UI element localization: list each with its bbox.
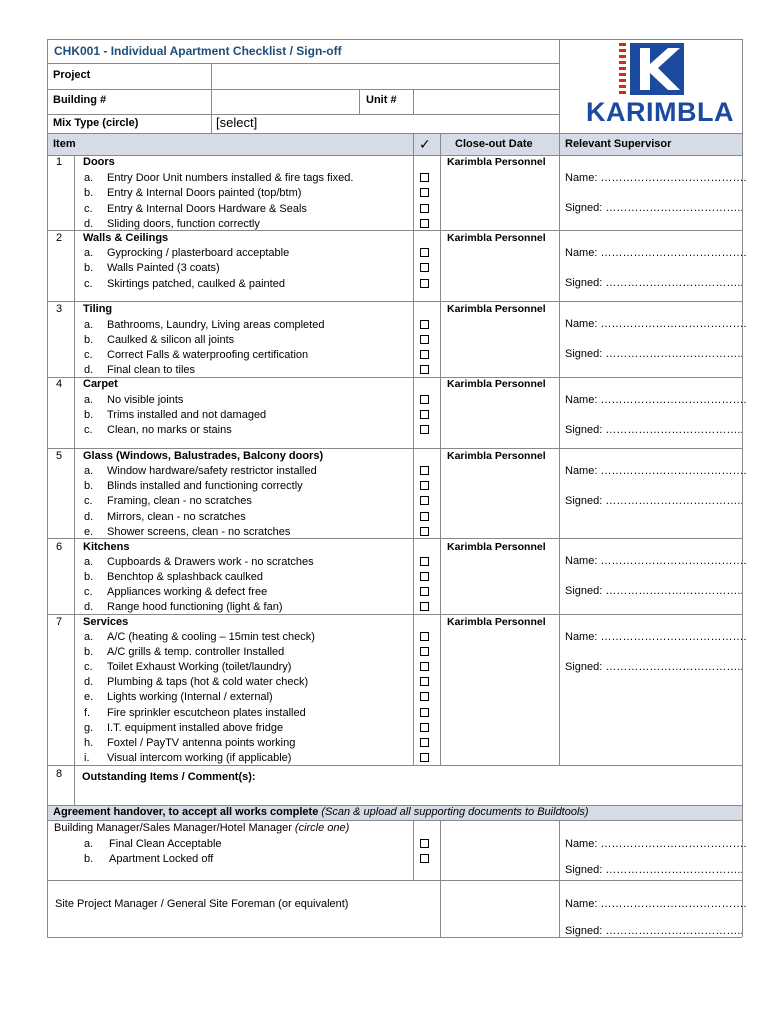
list-item-text: Entry Door Unit numbers installed & fire tags fixed. bbox=[107, 172, 354, 184]
grid-line bbox=[359, 89, 360, 114]
check-box[interactable] bbox=[420, 632, 429, 641]
building-manager-roles: Building Manager/Sales Manager/Hotel Manager bbox=[54, 822, 292, 834]
list-item-text: A/C grills & temp. controller Installed bbox=[107, 646, 285, 658]
supervisor-signed: Signed: ……………………………….. bbox=[565, 424, 744, 436]
supervisor-signed: Signed: ……………………………….. bbox=[565, 348, 744, 360]
list-item-letter: a. bbox=[84, 838, 94, 850]
grid-line bbox=[211, 63, 212, 133]
list-item-letter: e. bbox=[84, 691, 94, 703]
list-item-letter: d. bbox=[84, 364, 94, 376]
grid-line bbox=[47, 155, 742, 156]
list-item-text: Trims installed and not damaged bbox=[107, 409, 267, 421]
personnel-label: Karimbla Personnel bbox=[447, 541, 546, 553]
check-box[interactable] bbox=[420, 248, 429, 257]
unit-field[interactable] bbox=[416, 91, 556, 113]
check-box[interactable] bbox=[420, 512, 429, 521]
grid-line bbox=[559, 39, 560, 133]
supervisor-signed: Signed: ……………………………….. bbox=[565, 925, 744, 937]
list-item-text: Visual intercom working (if applicable) bbox=[107, 752, 292, 764]
list-item-letter: d. bbox=[84, 511, 94, 523]
grid-line bbox=[47, 301, 742, 302]
list-item-letter: d. bbox=[84, 218, 94, 230]
column-item: Item bbox=[53, 138, 76, 150]
grid-line bbox=[47, 377, 742, 378]
check-box[interactable] bbox=[420, 738, 429, 747]
list-item-text: Lights working (Internal / external) bbox=[107, 691, 273, 703]
grid-line bbox=[74, 155, 75, 805]
list-item-text: Fire sprinkler escutcheon plates installed bbox=[107, 707, 306, 719]
list-item-letter: b. bbox=[84, 334, 94, 346]
list-item-text: Window hardware/safety restrictor installed bbox=[107, 465, 317, 477]
building-label: Building # bbox=[53, 94, 107, 106]
check-box[interactable] bbox=[420, 572, 429, 581]
list-item-text: Benchtop & splashback caulked bbox=[107, 571, 263, 583]
grid-line bbox=[47, 114, 559, 115]
project-field[interactable] bbox=[214, 66, 556, 88]
list-item-letter: c. bbox=[84, 203, 93, 215]
section-number: 3 bbox=[56, 303, 63, 315]
karimbla-logo-icon bbox=[618, 42, 686, 98]
supervisor-signed: Signed: ……………………………….. bbox=[565, 495, 744, 507]
check-box[interactable] bbox=[420, 677, 429, 686]
list-item-text: Bathrooms, Laundry, Living areas completed bbox=[107, 319, 325, 331]
list-item-text: Walls Painted (3 coats) bbox=[107, 262, 220, 274]
check-box[interactable] bbox=[420, 527, 429, 536]
document-title-text: - Individual Apartment Checklist / Sign-off bbox=[100, 44, 342, 58]
section-number: 7 bbox=[56, 616, 63, 628]
list-item-text: Framing, clean - no scratches bbox=[107, 495, 252, 507]
section-number: 4 bbox=[56, 378, 63, 390]
list-item-letter: i. bbox=[84, 752, 90, 764]
supervisor-name: Name: …………………………………. bbox=[565, 172, 747, 184]
section-title: Kitchens bbox=[83, 541, 130, 553]
check-box[interactable] bbox=[420, 425, 429, 434]
list-item-letter: c. bbox=[84, 349, 93, 361]
check-box[interactable] bbox=[420, 854, 429, 863]
site-manager-label: Site Project Manager / General Site Foreman (or equivalent) bbox=[55, 898, 349, 910]
grid-line bbox=[47, 39, 742, 40]
list-item-text: Clean, no marks or stains bbox=[107, 424, 232, 436]
grid-line bbox=[47, 89, 559, 90]
mix-type-select[interactable]: [select] bbox=[216, 115, 258, 130]
grid-line bbox=[47, 880, 742, 881]
grid-line bbox=[47, 937, 742, 938]
personnel-label: Karimbla Personnel bbox=[447, 616, 546, 628]
outstanding-number: 8 bbox=[56, 768, 63, 780]
grid-line bbox=[742, 39, 743, 937]
grid-line bbox=[413, 133, 414, 765]
check-box[interactable] bbox=[420, 466, 429, 475]
list-item-letter: c. bbox=[84, 661, 93, 673]
section-number: 1 bbox=[56, 156, 63, 168]
building-field[interactable] bbox=[214, 91, 356, 113]
list-item-letter: h. bbox=[84, 737, 94, 749]
list-item-text: Plumbing & taps (hot & cold water check) bbox=[107, 676, 309, 688]
grid-line bbox=[47, 230, 742, 231]
check-box[interactable] bbox=[420, 350, 429, 359]
building-manager-label bbox=[54, 822, 349, 834]
logo-wordmark: KARIMBLA bbox=[586, 97, 734, 127]
grid-line bbox=[47, 448, 742, 449]
mix-type-label: Mix Type (circle) bbox=[53, 117, 139, 129]
list-item-text: A/C (heating & cooling – 15min test check) bbox=[107, 631, 315, 643]
list-item-text: Skirtings patched, caulked & painted bbox=[107, 278, 285, 290]
check-box[interactable] bbox=[420, 410, 429, 419]
list-item-text: Entry & Internal Doors painted (top/btm) bbox=[107, 187, 302, 199]
supervisor-name: Name: …………………………………. bbox=[565, 394, 747, 406]
grid-line bbox=[413, 820, 414, 880]
list-item-letter: b. bbox=[84, 853, 94, 865]
supervisor-name: Name: …………………………………. bbox=[565, 247, 747, 259]
grid-line bbox=[47, 820, 742, 821]
section-title: Glass (Windows, Balustrades, Balcony doors) bbox=[83, 450, 324, 462]
grid-line bbox=[440, 820, 441, 937]
list-item-letter: a. bbox=[84, 556, 94, 568]
list-item-text: No visible joints bbox=[107, 394, 184, 406]
list-item-letter: d. bbox=[84, 676, 94, 688]
list-item-text: Gyprocking / plasterboard acceptable bbox=[107, 247, 290, 259]
supervisor-signed: Signed: ……………………………….. bbox=[565, 661, 744, 673]
list-item-letter: a. bbox=[84, 319, 94, 331]
check-box[interactable] bbox=[420, 647, 429, 656]
grid-line bbox=[413, 89, 414, 114]
grid-line bbox=[47, 538, 742, 539]
list-item-letter: b. bbox=[84, 571, 94, 583]
section-number: 5 bbox=[56, 450, 63, 462]
section-title: Doors bbox=[83, 156, 115, 168]
list-item-text: Caulked & silicon all joints bbox=[107, 334, 235, 346]
list-item-letter: a. bbox=[84, 172, 94, 184]
check-box[interactable] bbox=[420, 365, 429, 374]
supervisor-signed: Signed: ……………………………….. bbox=[565, 202, 744, 214]
list-item-letter: a. bbox=[84, 631, 94, 643]
check-box[interactable] bbox=[420, 395, 429, 404]
list-item-text: Sliding doors, function correctly bbox=[107, 218, 260, 230]
supervisor-name: Name: …………………………………. bbox=[565, 838, 747, 850]
check-box[interactable] bbox=[420, 335, 429, 344]
list-item-text: Shower screens, clean - no scratches bbox=[107, 526, 291, 538]
supervisor-name: Name: …………………………………. bbox=[565, 465, 747, 477]
grid-line bbox=[47, 614, 742, 615]
list-item-letter: e. bbox=[84, 526, 94, 538]
building-manager-note: (circle one) bbox=[291, 822, 350, 834]
list-item-letter: c. bbox=[84, 278, 93, 290]
grid-line bbox=[440, 133, 441, 765]
list-item-text: Apartment Locked off bbox=[109, 853, 214, 865]
check-box[interactable] bbox=[420, 188, 429, 197]
list-item-text: Blinds installed and functioning correctly bbox=[107, 480, 303, 492]
list-item-letter: f. bbox=[84, 707, 91, 719]
list-item-letter: b. bbox=[84, 409, 94, 421]
supervisor-signed: Signed: ……………………………….. bbox=[565, 585, 744, 597]
personnel-label: Karimbla Personnel bbox=[447, 232, 546, 244]
check-box[interactable] bbox=[420, 839, 429, 848]
check-box[interactable] bbox=[420, 481, 429, 490]
supervisor-signed: Signed: ……………………………….. bbox=[565, 277, 744, 289]
agreement-note: (Scan & upload all supporting documents to Buildtools) bbox=[318, 806, 589, 818]
supervisor-name: Name: …………………………………. bbox=[565, 318, 747, 330]
supervisor-signed: Signed: ……………………………….. bbox=[565, 864, 744, 876]
supervisor-name: Name: …………………………………. bbox=[565, 898, 747, 910]
check-box[interactable] bbox=[420, 753, 429, 762]
list-item-letter: a. bbox=[84, 394, 94, 406]
karimbla-logo bbox=[618, 42, 686, 98]
list-item-text: Range hood functioning (light & fan) bbox=[107, 601, 283, 613]
list-item-letter: c. bbox=[84, 586, 93, 598]
list-item-letter: b. bbox=[84, 646, 94, 658]
column-relevant-supervisor: Relevant Supervisor bbox=[565, 138, 672, 150]
check-box[interactable] bbox=[420, 173, 429, 182]
check-box[interactable] bbox=[420, 708, 429, 717]
list-item-text: I.T. equipment installed above fridge bbox=[107, 722, 284, 734]
list-item-text: Entry & Internal Doors Hardware & Seals bbox=[107, 203, 307, 215]
list-item-text: Final clean to tiles bbox=[107, 364, 196, 376]
list-item-letter: c. bbox=[84, 495, 93, 507]
list-item-letter: d. bbox=[84, 601, 94, 613]
check-box[interactable] bbox=[420, 496, 429, 505]
check-box[interactable] bbox=[420, 557, 429, 566]
list-item-text: Mirrors, clean - no scratches bbox=[107, 511, 246, 523]
grid-line bbox=[47, 133, 742, 134]
list-item-letter: b. bbox=[84, 480, 94, 492]
list-item-text: Cupboards & Drawers work - no scratches bbox=[107, 556, 314, 568]
check-box[interactable] bbox=[420, 587, 429, 596]
project-label: Project bbox=[53, 69, 91, 81]
check-box[interactable] bbox=[420, 662, 429, 671]
supervisor-name: Name: …………………………………. bbox=[565, 555, 747, 567]
list-item-text: Foxtel / PayTV antenna points working bbox=[107, 737, 296, 749]
section-title: Tiling bbox=[83, 303, 113, 315]
list-item-text: Final Clean Acceptable bbox=[109, 838, 222, 850]
list-item-letter: a. bbox=[84, 247, 94, 259]
personnel-label: Karimbla Personnel bbox=[447, 303, 546, 315]
list-item-letter: a. bbox=[84, 465, 94, 477]
personnel-label: Karimbla Personnel bbox=[447, 156, 546, 168]
list-item-text: Correct Falls & waterproofing certification bbox=[107, 349, 309, 361]
outstanding-label: Outstanding Items / Comment(s): bbox=[82, 771, 256, 783]
check-box[interactable] bbox=[420, 723, 429, 732]
check-box[interactable] bbox=[420, 279, 429, 288]
section-title: Carpet bbox=[83, 378, 118, 390]
check-box[interactable] bbox=[420, 320, 429, 329]
check-box[interactable] bbox=[420, 692, 429, 701]
section-title: Walls & Ceilings bbox=[83, 232, 169, 244]
section-title: Services bbox=[83, 616, 129, 628]
list-item-letter: b. bbox=[84, 262, 94, 274]
grid-line bbox=[47, 39, 48, 937]
personnel-label: Karimbla Personnel bbox=[447, 450, 546, 462]
check-box[interactable] bbox=[420, 219, 429, 228]
supervisor-name: Name: …………………………………. bbox=[565, 631, 747, 643]
check-box[interactable] bbox=[420, 602, 429, 611]
grid-line bbox=[559, 133, 560, 765]
check-box[interactable] bbox=[420, 204, 429, 213]
list-item-letter: g. bbox=[84, 722, 94, 734]
grid-line bbox=[47, 765, 742, 766]
grid-line bbox=[47, 63, 559, 64]
check-box[interactable] bbox=[420, 263, 429, 272]
section-number: 6 bbox=[56, 541, 63, 553]
list-item-text: Toilet Exhaust Working (toilet/laundry) bbox=[107, 661, 292, 673]
agreement-text bbox=[53, 806, 589, 818]
grid-line bbox=[559, 820, 560, 937]
list-item-letter: c. bbox=[84, 424, 93, 436]
list-item-text: Appliances working & defect free bbox=[107, 586, 268, 598]
personnel-label: Karimbla Personnel bbox=[447, 378, 546, 390]
column-check: ✓ bbox=[419, 136, 431, 152]
column-closeout-date: Close-out Date bbox=[455, 138, 533, 150]
list-item-letter: b. bbox=[84, 187, 94, 199]
unit-label: Unit # bbox=[366, 94, 397, 106]
grid-line bbox=[47, 805, 742, 806]
document-title bbox=[54, 44, 342, 58]
document-code: CHK001 bbox=[54, 44, 101, 58]
agreement-bold: Agreement handover, to accept all works complete bbox=[53, 806, 319, 818]
section-number: 2 bbox=[56, 232, 63, 244]
